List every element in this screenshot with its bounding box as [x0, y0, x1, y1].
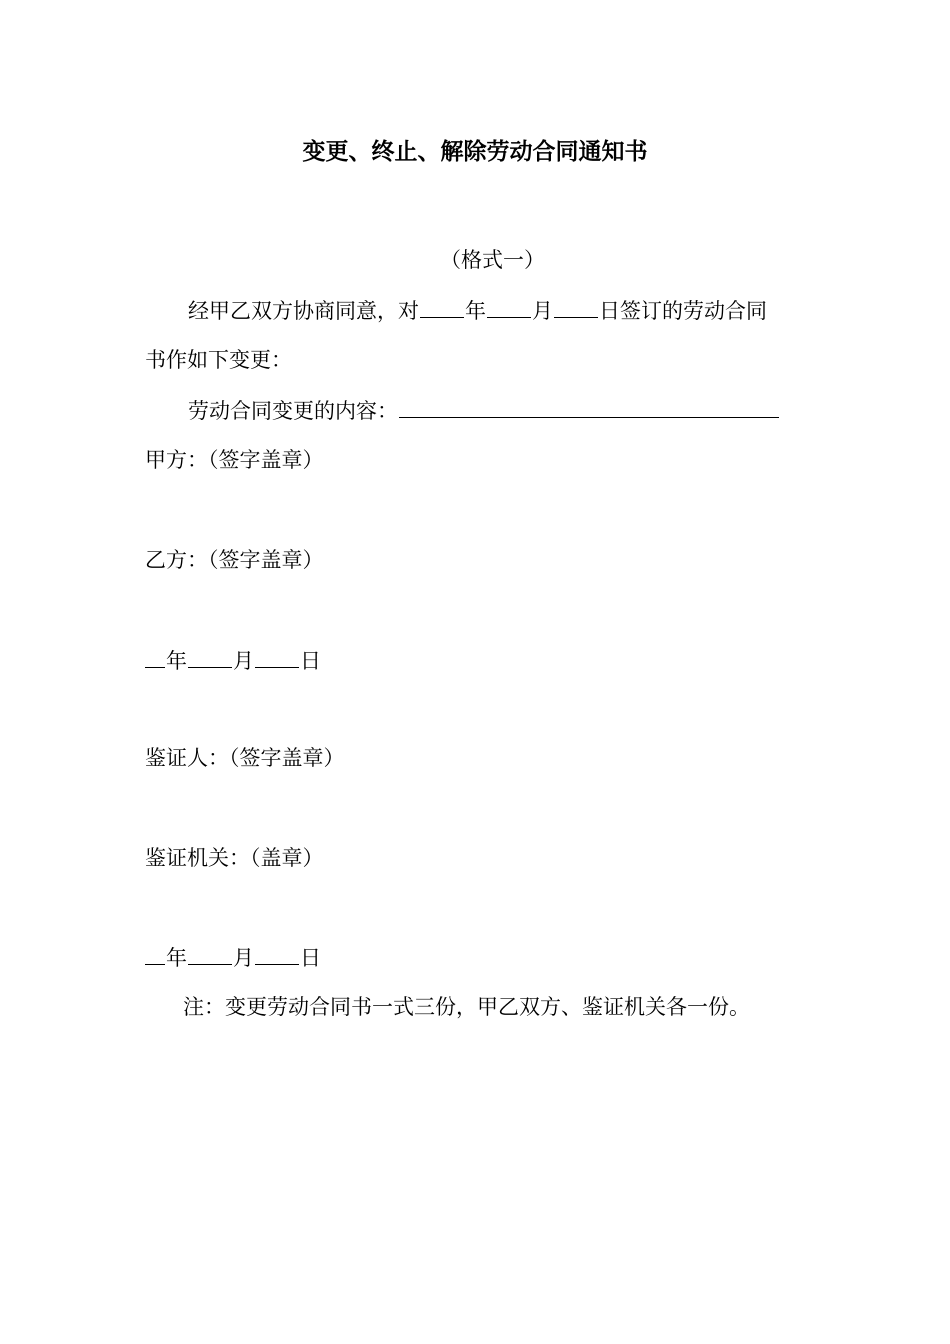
date1-year-blank[interactable] — [145, 645, 165, 668]
change-content-label: 劳动合同变更的内容： — [188, 399, 398, 423]
date-line-1 — [145, 645, 321, 676]
document-title: 变更、终止、解除劳动合同通知书 — [302, 138, 648, 165]
date1-year-label: 年 — [166, 649, 187, 673]
change-content-line — [188, 395, 780, 426]
date1-day-blank[interactable] — [255, 645, 299, 668]
date1-month-label: 月 — [233, 649, 254, 673]
agreement-prefix: 经甲乙双方协商同意，对 — [188, 299, 419, 323]
date2-year-blank[interactable] — [145, 942, 165, 965]
agreement-paragraph-line1 — [188, 295, 767, 326]
agreement-suffix: 日签订的劳动合同 — [599, 299, 767, 323]
date1-month-blank[interactable] — [188, 645, 232, 668]
date2-year-label: 年 — [166, 946, 187, 970]
day-blank[interactable] — [554, 295, 598, 318]
format-label: （格式一） — [440, 248, 545, 272]
date1-day-label: 日 — [300, 649, 321, 673]
agreement-paragraph-line2: 书作如下变更： — [145, 348, 292, 372]
party-a-signature: 甲方：（签字盖章） — [145, 448, 324, 472]
witness-org-seal: 鉴证机关：（盖章） — [145, 846, 324, 870]
date2-month-label: 月 — [233, 946, 254, 970]
date-line-2 — [145, 942, 321, 973]
change-content-blank[interactable] — [399, 395, 779, 418]
year-blank[interactable] — [420, 295, 464, 318]
party-b-signature: 乙方：（签字盖章） — [145, 548, 324, 572]
footnote: 注：变更劳动合同书一式三份，甲乙双方、鉴证机关各一份。 — [183, 995, 750, 1019]
year-label: 年 — [465, 299, 486, 323]
date2-day-blank[interactable] — [255, 942, 299, 965]
date2-month-blank[interactable] — [188, 942, 232, 965]
month-label: 月 — [532, 299, 553, 323]
date2-day-label: 日 — [300, 946, 321, 970]
month-blank[interactable] — [487, 295, 531, 318]
witness-signature: 鉴证人：（签字盖章） — [145, 746, 345, 770]
